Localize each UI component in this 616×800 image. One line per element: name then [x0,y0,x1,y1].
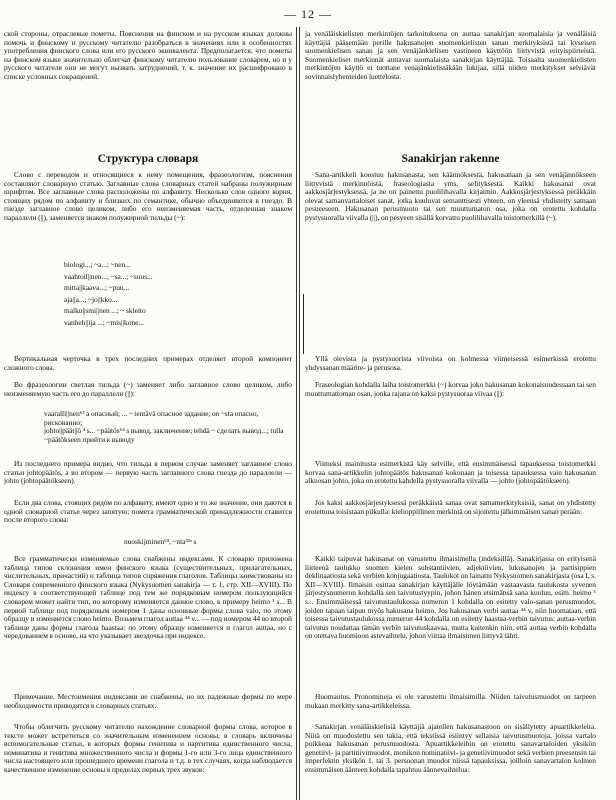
left-para-4: Из последнего примера видно, что тильда в первом случае заменяет заглавное слово статьи johtopäätös, а во втором — первую часть заглавного слова гнезда до параллели — johto (johtopäätökseen). [4,459,292,486]
left-para-2: Вертикальная черточка в трех последних примерах отделяет второй компонент сложного слова. [4,354,292,372]
left-para-3: Во фразеологии светлая тильда (~) заменяет либо заглавное слово целиком, либо неизменяемую часть его до параллели (||): [4,380,292,398]
right-para-8: Sanakirjan venäläiskielisiä käyttäjiä ajatellen hakusanastoon on sisällytetty apuartikkeleita. Niitä on muodostettu sen takia, että tekstissä esiintyy sellaisia taivutusmuotoja, joissa vartalo poikkeaa hakusanan perusmuodosta. Apuartikkeleihin on erotettu sanavartaloiden yksikön genetiivi- ja partitiivimuodot, monikon nominatiivi- ja genetiivimuodot sekä verbien preesensin tai imperfektin yksikön 1. tai 3. persoonan muodot niissä tapauksissa, joilloin sanavartalon kolmen ensimmäisen äänteen kohdalla tapahtuu äännevaihtelua: [305,722,596,774]
right-heading: Sanakirjan rakenne [401,153,500,165]
right-para-4: Viimeksi mainitusta esimerkistä käy selville, että ensimmäisessä tapauksessa toistomerkki korvaa sana-artikkelin johtopäätös hakusanan kokonaan ja toisessa tapauksessa vain hakusanan alkuosan johto, joka on erotettu kahdella pystysuoralla viivalla — johto (johtopäätökseen). [305,459,596,486]
right-note: Huomautus. Pronomineja ei ole varustettu ilmaisimilla. Niiden taivutusmuodot on tarpeen mukaan merkitty sana-artikkeleissa. [305,692,596,710]
left-example-3: nuoskijminen⁶³, ~nta³²ᵃ s [124,537,197,546]
left-para-6: Все грамматически изменяемые слова снабжены индексами. К словарю приложена таблица типов склонения имен финского языка (существительных, прилагательных, числительных, причастий) и таблица типов спряжения глаголов. Таблицы заимствованы из Словаря современного финского языка (Nykysuomen sanakirja — т. 1, стр. XII—XVIII). По индексу в соответствующей таблице под тем же порядковым номером пользующийся словарем может найти тип, по которому изменяется данное слово, к примеру heimo ¹ s... В первой таблице под порядковым номером 1 даны основные формы слова valo, по этому образцу и изменяется слово heimo. Возьмем глагол auttaa ⁴⁴ v... — под номером 44 во второй таблице даны формы глагола haastaa: по этому образцу изменяется и глагол auttaa, но с чередованием в основе, на что указывает звездочка при индексе. [4,554,292,641]
example-line: vanheh||ija ...; ~mis||kone... [64,317,144,327]
right-para-5: Jos kaksi aakkosjärjestyksessä peräkkäistä sanaa ovat samamerkityksisiä, sanat on yhdistetty erotettuna toisistaan pilkulla: kielioppillinen merkintä on sijoitettu jälkimmäisen sanan perään: [305,498,596,516]
example-line: vaahtoil||nen...; ~sa...; ~suus... [64,271,153,281]
right-structure-para: Sana-artikkeli koostuu hakusanasta, sen käännöksestä, hakusanaan ja sen venäjännökseen liittyvistä merkinnöistä, fraseologiasta yms. selityksestä. Kaikki hakusanat ovat aakkosjärjestyksessä, ja ne on painettu puolilihavalla kirjaimin. Aakkosjärjestyksessä peräkkäin olevat samanvartaloiset sanat, jotka kuuluvat semanttisesti yhteen, on yleensä yhdistetty samaan pesueeseen. Hakusanan perusmuoto tai sen muuttumaton osa, joka on erotettu kohdalla pystysuoralla viivalla (||), on pesyeen sisällä korvattu puolilihavalla toistomerkillä (~). [305,170,596,222]
left-intro: ской стороны, отраслевые пометы. Пояснения на финском и на русском языках должны помочь и финскому и русскому читателю разобраться в значениях или в особенностях употребления финского слова или его русского эквивалента. Предполагается, что пометы на финском языке значительно облегчат финскому читателю пользование словарем, но и у русского читателя они не могут вызвать затруднений, т. к. значение их расшифровано в списке условных сокращений. [4,29,292,81]
left-heading: Структура словаря [97,153,199,165]
left-para-5: Если два слова, стоящих рядом по алфавиту, имеют одно и то же значение, они даются в одной словарной статье через запятую; помета грамматической принадлежности ставится после второго слова: [4,498,292,525]
left-note: Примечание. Местоимения индексами не снабжены, но их падежные формы по мере необходимости приводятся в словарных статьях. [4,692,292,710]
example-line: aja||a...; ~jo||kko... [64,294,118,304]
example-line: malku||smi||nen ...; ~ skleito [64,306,146,316]
right-para-3: Fraseologian kohdalla laiha toistomerkki (~) korvaa joko hakusanan kokonaisuudessaan tai sen muuttumattoman osan, jonka rajana on kaksi pystysuoraa viivaa (||): [305,380,596,398]
right-intro: ja venäläiskielisten merkintöjen tarkoituksena on auttaa sanakirjan suomalaisia ja venäläisiä käyttäjiä pääsemään perille hakusanojen suomenkielisten sanan merkityksistä tai kyseisen suomenkielisen sanan ja sen venäjänkielisen vastineen käyttöön liittyvistä erityispiirteistä. Suomenkieliset merkinnät auttavat suomalaista sanakirjan käyttäjää. Toisaalta suomenkielisten merkintöjen käyttö ei tuottane venäjänkielistäkään lukijaa, sillä niiden merkitykset selviävät sovinnaislyhenteiden luettelosta. [305,29,596,81]
quote-bar [303,294,304,354]
column-divider [296,27,300,800]
left-structure-para: Слово с переводом и относящиеся к нему помещения, фразеологизм, пояснения составляют словарную статью. Заглавные слова словарных статей набраны полужирным шрифтом. Все заглавные слова расположены по алфавиту. Несколько слов одного корня, стоящих рядом по алфавиту и близких по семантике, обычно объединяются в гнездо. В гнезде заглавное слово целиком, либо его неизменяемая часть, отделенная знаком параллели (||), заменяется знаком полужирной тильды (~): [4,170,292,222]
right-para-6: Kaikki taipuvat hakusanat on varustettu ilmaisimella (indeksillä). Sanakirjassa on erityisenä liitteenä taulukko suomen kielen substantiivien, adjektiivien, lukusanojen ja partisippien deklinaatiosta sekä verbien konjugaatiosta. Taulukot on lainattu Nykysuomen sanakirjasta (osa I, s. XII—XVIII). Ilmaisin osittaa sanakirjan käyttäjälle löytämään vastaavasta taulukosta syvenen järjestysnumeron kohdalla sen taivutustyypin, johon hänen etsimänsä sana kuuluu, esim. heimo ¹ s... Ensimmäisessä taivutustaulukossa numeron 1 kohdalla on esitetty valo-sanan perusmuodot, joiden tapaan taipuu myös hakusana heimo. Jos hakusanan verbi auttaa ⁴⁴ v, niin huomataan, että toisessa taivutustaulukossa numeron 44 kohdalla on esitetty haastaa-verbin taivutus: auttaa-verbin taivutus noudattaa tämän verbin taivutuskaavaa, mutta kuitenkin niin, että auttaa verbin kohdalla on otettava huomioon astevaihtelu, johon viittaa ilmaisimen liittyvä tähti. [305,554,596,641]
page-number: — 12 — [284,7,332,21]
example-line: biologi...; ~a...; ~nen... [64,260,131,269]
left-example-2: vaaralli||nen⁶³ а опасный; ... ~ tentävä опасное задание; on ~sta опасно, рискованно; johto||päät||ö ⁴ s... ~päätös⁶⁴ s вывод, заключение; tehdä ~ сделать вывод...; tulla ~päätökseen прийти к выводу [44,409,284,444]
right-para-2: Yllä olevista ja pystysuorista viivoista on kolmessa viimeisessä esimerkissä erotettu yhdyssanan määrite- ja perusosa. [305,354,596,372]
left-para-8: Чтобы облегчить русскому читателю нахождение словарной формы слова, которое в тексте может встретиться со значительным изменением основы, в словарь включены вспомогательные статьи, в которых формы генитива и партитива единственного числа, номинатива и генитива множественного числа и формы 1-го или 3-го лица единственного числа настоящего или прошедшего времени глагола и т.д. в тех случаях, когда наблюдается качественное изменение основы в пределах первых трех звуков: [4,722,292,774]
example-line: mitta||kaava...; ~puu... [64,283,130,293]
left-example-1 [4,258,292,331]
